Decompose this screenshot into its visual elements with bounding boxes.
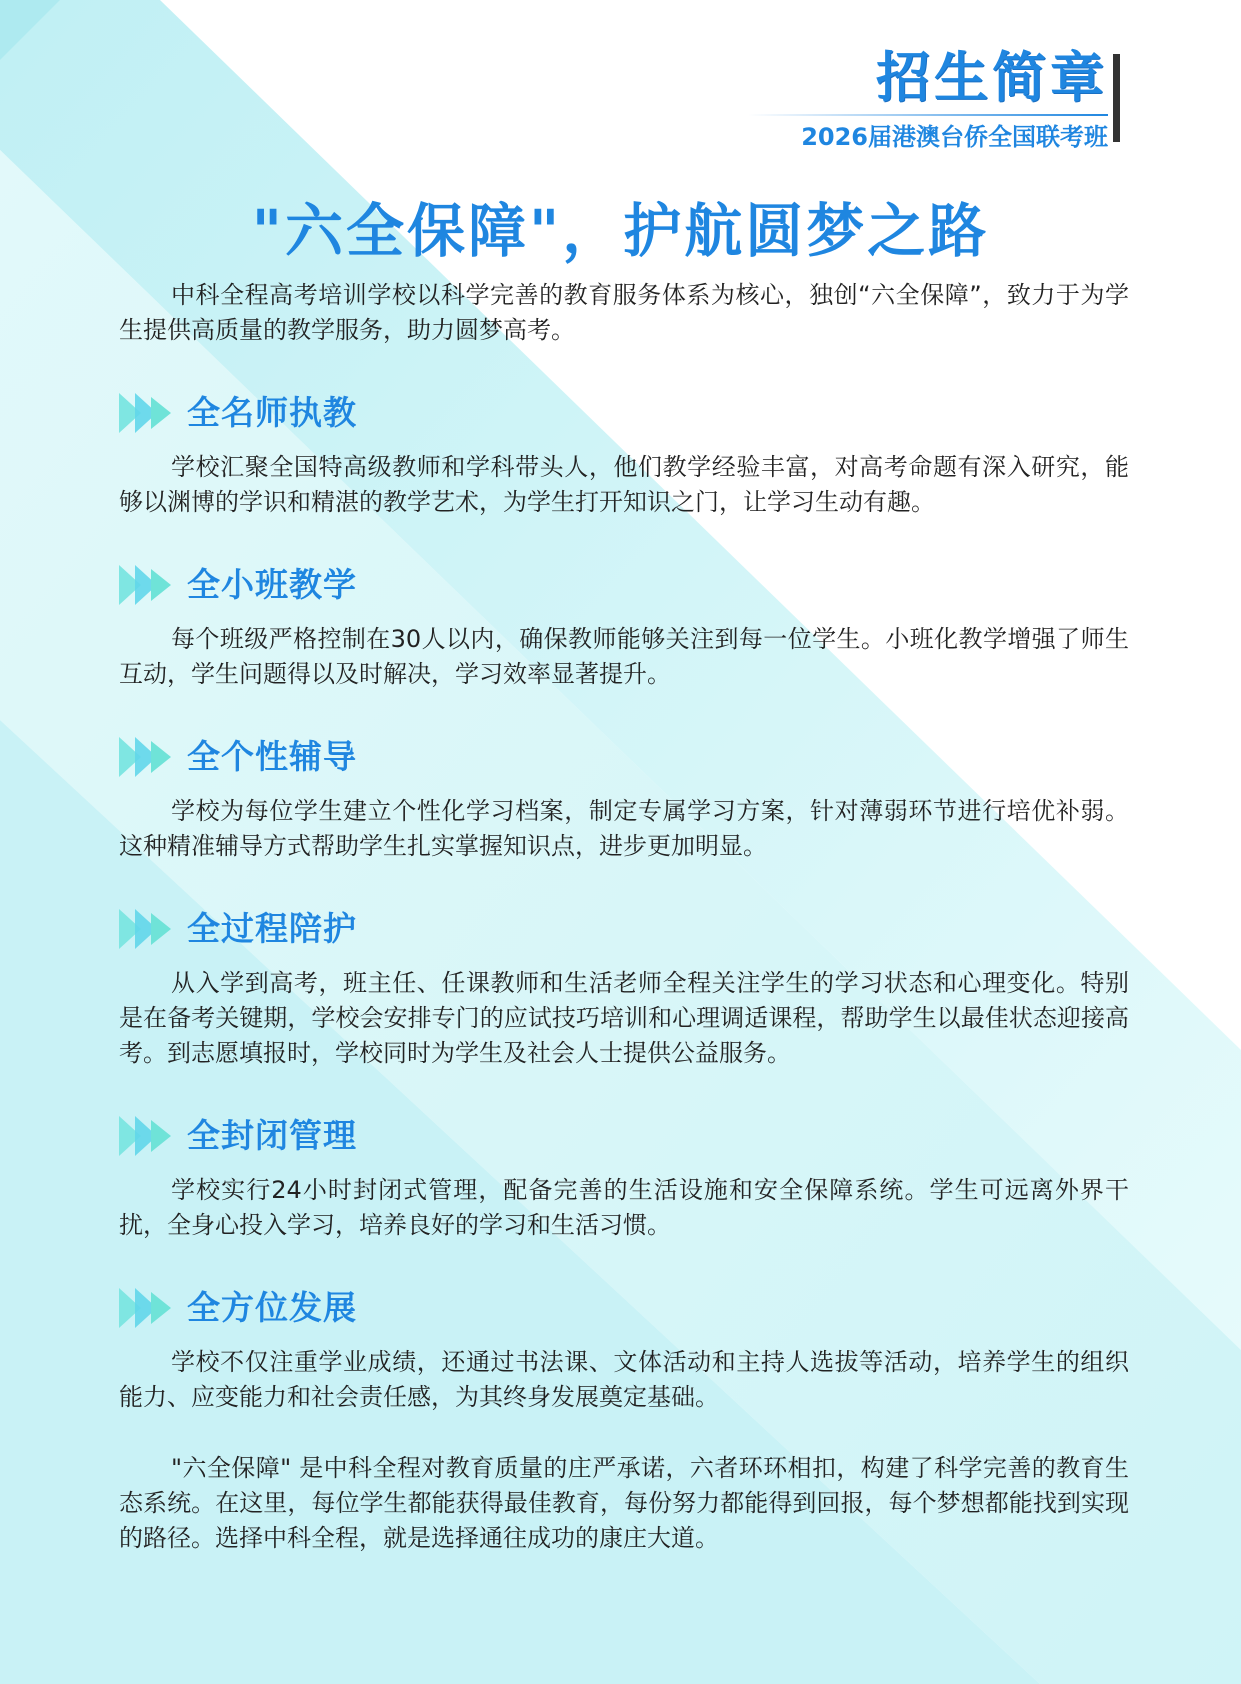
page-title: "六全保障"，护航圆梦之路 — [251, 197, 990, 265]
section-title: 全个性辅导 — [187, 737, 357, 776]
section-body: 学校为每位学生建立个性化学习档案，制定专属学习方案，针对薄弱环节进行培优补弱。这种精准辅导方式帮助学生扎实掌握知识点，进步更加明显。 — [119, 797, 1129, 860]
brochure-header — [720, 46, 1120, 151]
closing-paragraph: "六全保障" 是中科全程对教育质量的庄严承诺，六者环环相扣，构建了科学完善的教育生态系统。在这里，每位学生都能获得最佳教育，每份努力都能得到回报，每个梦想都能找到实现的路径。选择中科全程，就是选择通往成功的康庄大道。 — [119, 1454, 1129, 1552]
brand-divider — [748, 114, 1108, 116]
section-title: 全过程陪护 — [187, 909, 357, 948]
double-arrow-icon — [119, 1286, 179, 1330]
section — [119, 1111, 1129, 1243]
section-title: 全方位发展 — [187, 1288, 357, 1327]
section — [119, 732, 1129, 864]
double-arrow-icon — [119, 563, 179, 607]
section — [119, 388, 1129, 520]
section-body: 学校汇聚全国特高级教师和学科带头人，他们教学经验丰富，对高考命题有深入研究，能够以渊博的学识和精湛的教学艺术，为学生打开知识之门，让学习生动有趣。 — [119, 453, 1129, 516]
brand-title: 招生简章 — [876, 46, 1108, 109]
section-title: 全封闭管理 — [187, 1116, 357, 1155]
section-body: 学校实行24小时封闭式管理，配备完善的生活设施和安全保障系统。学生可远离外界干扰，全身心投入学习，培养良好的学习和生活习惯。 — [119, 1176, 1129, 1239]
section-body: 学校不仅注重学业成绩，还通过书法课、文体活动和主持人选拔等活动，培养学生的组织能力、应变能力和社会责任感，为其终身发展奠定基础。 — [119, 1348, 1129, 1411]
double-arrow-icon — [119, 1114, 179, 1158]
section-body: 每个班级严格控制在30人以内，确保教师能够关注到每一位学生。小班化教学增强了师生互动，学生问题得以及时解决，学习效率显著提升。 — [119, 625, 1129, 688]
section — [119, 904, 1129, 1071]
section-header — [119, 1111, 1129, 1161]
section-header — [119, 732, 1129, 782]
double-arrow-icon — [119, 907, 179, 951]
header-vertical-bar — [1113, 54, 1120, 142]
double-arrow-icon — [119, 735, 179, 779]
section-header — [119, 388, 1129, 438]
section-body: 从入学到高考，班主任、任课教师和生活老师全程关注学生的学习状态和心理变化。特别是在备考关键期，学校会安排专门的应试技巧培训和心理调适课程，帮助学生以最佳状态迎接高考。到志愿填报时，学校同时为学生及社会人士提供公益服务。 — [119, 969, 1129, 1067]
section-header — [119, 904, 1129, 954]
section-header — [119, 560, 1129, 610]
brand-subtitle: 2026届港澳台侨全国联考班 — [801, 123, 1108, 151]
section-header — [119, 1283, 1129, 1333]
main-content — [119, 278, 1129, 1556]
double-arrow-icon — [119, 391, 179, 435]
intro-paragraph: 中科全程高考培训学校以科学完善的教育服务体系为核心，独创“六全保障”，致力于为学生提供高质量的教学服务，助力圆梦高考。 — [119, 281, 1129, 344]
section — [119, 560, 1129, 692]
section — [119, 1283, 1129, 1415]
section-title: 全名师执教 — [187, 393, 357, 432]
section-title: 全小班教学 — [187, 565, 357, 604]
